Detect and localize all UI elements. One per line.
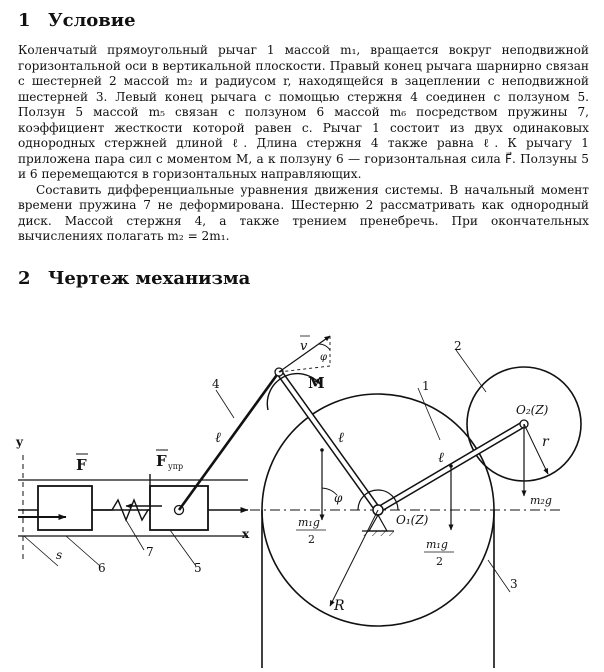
label-len-lever-left: ℓ [338, 430, 344, 446]
lever-1-fill [279, 372, 524, 510]
problem-paragraph-1: Коленчатый прямоугольный рычаг 1 массой m₁, вращается вокруг неподвижной горизонтальной оси в вертикальной плоскости. Правый конец рычага шарнирно связан с шестерней 2 массой m₂ и радиусом r, находящейся в зацеплении с неподвижной шестерней 3. Левый конец рычага с помощью стержня 4 соединен с ползуном 5. Ползун 5 массой m₅ связан с ползуном 6 массой m₆ посредством пружины 7, коэффициент жесткости которой равен c. Рычаг 1 состоит из двух одинаковых однородных стержней длиной ℓ. Длина стержня 4 также равна ℓ. К рычагу 1 приложена пара сил с моментом M, а к ползуну 6 — горизонтальная сила F⃗. Ползуны 5 и 6 перемещаются в горизонтальных направляющих. [18, 43, 589, 181]
angle-top-arc [318, 344, 330, 350]
section-1-heading [18, 10, 136, 31]
section-2-title: Чертеж механизма [48, 268, 251, 289]
label-pivot-O2: O₂(Z) [516, 403, 549, 417]
lever-1-outline [279, 372, 524, 510]
label-force-Fupr-sub: упр [168, 462, 184, 471]
section-2-heading [18, 268, 250, 289]
mechanism-drawing [0, 300, 604, 672]
label-part-3: 3 [510, 577, 518, 591]
section-1-title: Условие [48, 10, 136, 31]
label-axis-x: x [242, 527, 250, 541]
label-weight-m1-left-den: 2 [308, 533, 315, 546]
label-part-2: 2 [454, 339, 462, 353]
radius-R-line [330, 510, 378, 606]
label-force-F: F [76, 456, 87, 474]
label-len-rod4: ℓ [215, 430, 221, 446]
section-2-number: 2 [18, 268, 31, 289]
label-len-lever-right: ℓ [438, 450, 444, 466]
label-weight-m1-right-num: m₁g [426, 538, 448, 551]
section-1-number: 1 [18, 10, 31, 31]
label-radius-r: r [542, 434, 549, 450]
label-weight-m1-left-num: m₁g [298, 516, 320, 529]
label-weight-m2: m₂g [530, 494, 552, 507]
label-axis-y: y [16, 435, 23, 449]
label-velocity-v: v [300, 339, 308, 354]
label-radius-R: R [334, 598, 345, 614]
label-part-7: 7 [146, 545, 154, 559]
label-pivot-O1: O₁(Z) [396, 513, 429, 527]
label-angle-top: φ [320, 352, 328, 363]
label-part-5: 5 [194, 561, 202, 575]
label-part-6: 6 [98, 561, 106, 575]
label-force-Fupr: F [156, 452, 167, 470]
label-angle-bottom: φ [334, 491, 343, 505]
label-part-1: 1 [422, 379, 430, 393]
slider-6 [38, 486, 92, 530]
label-moment-M: M [308, 374, 325, 392]
label-weight-m1-right-den: 2 [436, 555, 443, 568]
label-part-4: 4 [212, 377, 220, 391]
problem-paragraph-2: Составить дифференциальные уравнения движения системы. В начальный момент времени пружина 7 не деформирована. Шестерню 2 рассматривать как однородный диск. Массой стержня 4, а также трением пренебречь. При окончательных вычислениях полагать m₂ = 2m₁. [18, 182, 589, 243]
label-coord-s: s [56, 548, 63, 562]
problem-statement [18, 43, 589, 245]
